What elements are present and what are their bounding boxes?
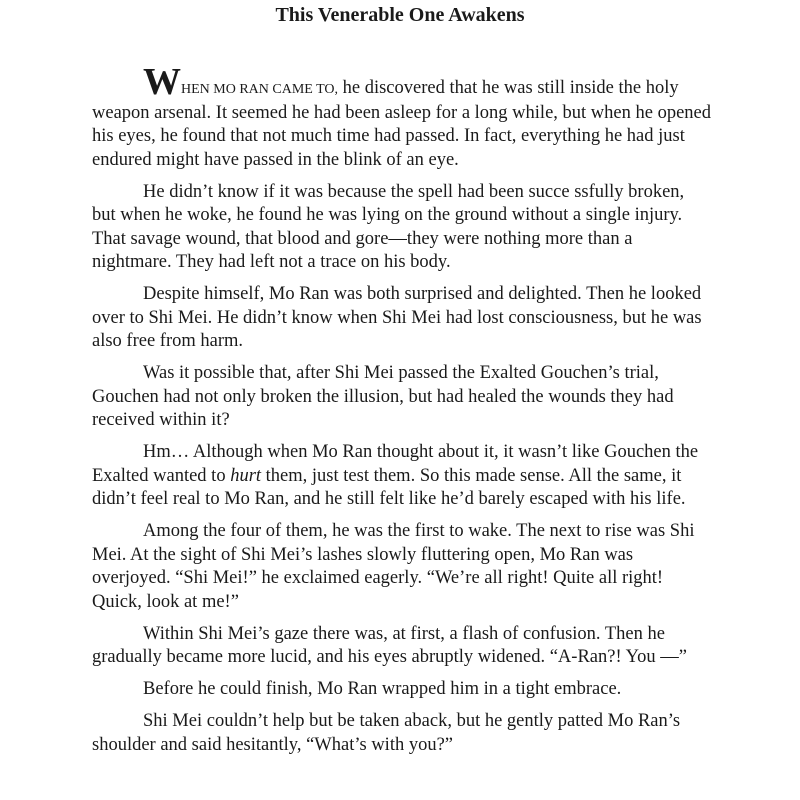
emphasized-word: hurt <box>230 465 262 486</box>
drop-cap: W <box>143 61 181 103</box>
paragraph-5-after: them, just test them. So this made sense. All the same, it didn’t feel real to Mo Ran, and he still felt like he’d barely escaped with his life. <box>92 465 686 509</box>
paragraph-5 <box>92 441 712 512</box>
paragraph-9: Shi Mei couldn’t help but be taken aback, but he gently patted Mo Ran’s shoulder and said hesitantly, “What’s with you?” <box>92 711 681 755</box>
paragraph-6: Among the four of them, he was the first to wake. The next to rise was Shi Mei. At the sight of Shi Mei’s lashes slowly fluttering open, Mo Ran was overjoyed. “Shi Mei!” he exclaimed eagerly. “We’re all right! Quite all right! Quick, look at me!” <box>92 521 695 612</box>
chapter-body <box>92 61 712 766</box>
paragraph-7: Within Shi Mei’s gaze there was, at first, a flash of confusion. Then he gradually became more lucid, and his eyes abruptly widened. “A-Ran?! You —” <box>92 623 687 667</box>
paragraph-8: Before he could finish, Mo Ran wrapped him in a tight embrace. <box>143 679 622 699</box>
chapter-title: This Venerable One Awakens <box>275 4 525 26</box>
small-caps-lead: HEN MO RAN CAME TO, <box>181 82 338 97</box>
paragraph-2: He didn’t know if it was because the spell had been succe ssfully broken, but when he woke, he found he was lying on the ground without a single injury. That savage wound, that blood and gore—they were nothing more than a nightmare. They had left not a trace on his body. <box>92 181 685 272</box>
paragraph-1-text: he discovered that he was still inside the holy weapon arsenal. It seemed he had been asleep for a long while, but when he opened his eyes, he found that not much time had passed. In fact, everything he had just endured might have passed in the blink of an eye. <box>92 78 712 170</box>
paragraph-1 <box>92 61 712 172</box>
paragraph-5-before: Hm… Although when Mo Ran thought about it, it wasn’t like Gouchen the Exalted wanted to <box>92 442 699 486</box>
paragraph-3: Despite himself, Mo Ran was both surprised and delighted. Then he looked over to Shi Mei. He didn’t know when Shi Mei had lost consciousness, but he was also free from harm. <box>92 284 702 351</box>
paragraph-4: Was it possible that, after Shi Mei passed the Exalted Gouchen’s trial, Gouchen had not only broken the illusion, but had healed the wounds they had received within it? <box>92 363 674 430</box>
